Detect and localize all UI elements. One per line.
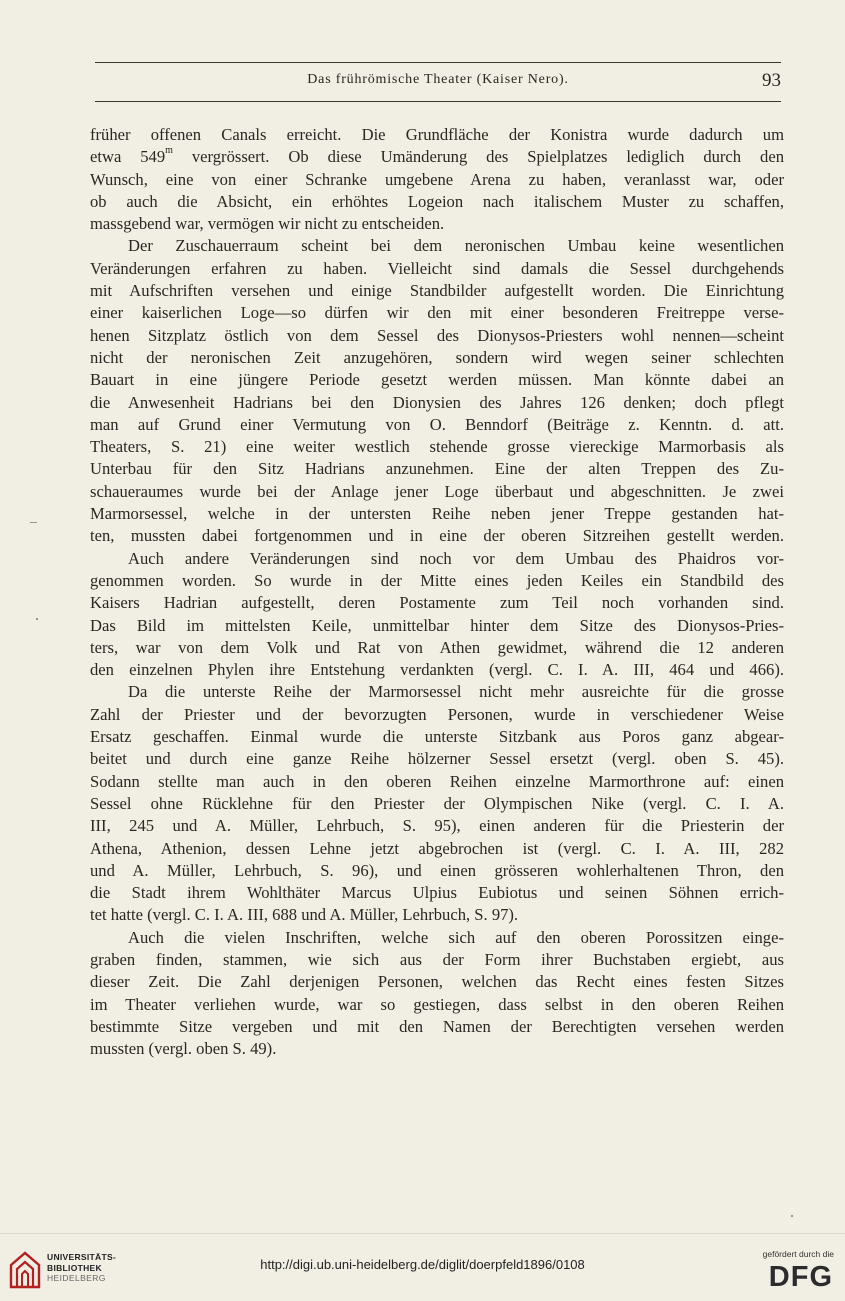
text-line: man auf Grund einer Vermutung von O. Benndorf (Beiträge z. Kenntn. d. att. — [90, 414, 784, 434]
text-line: Das Bild im mittelsten Keile, unmittelbar hinter dem Sitze des Dionysos-Pries- — [90, 615, 784, 635]
text-line: Kaisers Hadrian aufgestellt, deren Postamente zum Teil noch vorhanden sind. — [90, 593, 784, 613]
text-line: mit Aufschriften versehen und einige Standbilder aufgestellt worden. Die Einrichtung — [90, 281, 784, 301]
superscript: m — [165, 146, 173, 157]
page-number: 93 — [762, 70, 781, 91]
text-line: Athena, Athenion, dessen Lehne jetzt abgebrochen ist (vergl. C. I. A. III, 282 — [90, 838, 784, 858]
library-name: UNIVERSITÄTS- BIBLIOTHEK HEIDELBERG — [47, 1252, 117, 1283]
footer-divider — [0, 1233, 845, 1234]
text-line: mussten (vergl. oben S. 49). — [90, 1039, 277, 1059]
text-line: nicht der neronischen Zeit anzugehören, sondern wird wegen seiner schlechten — [90, 347, 784, 367]
text-line: im Theater verliehen wurde, war so gestiegen, dass selbst in den oberen Reihen — [90, 994, 784, 1014]
text-line: Marmorsessel, welche in der untersten Reihe neben jener Treppe gestanden hat- — [90, 504, 784, 524]
text-line: Ersatz geschaffen. Einmal wurde die unterste Sitzbank aus Poros ganz abgear- — [90, 727, 784, 747]
text-line: etwa 549$^m$ vergrössert. Ob diese Umänderung des Spielplatzes lediglich durch den — [90, 146, 784, 167]
text-line: Der Zuschauerraum scheint bei dem neronischen Umbau keine wesentlichen — [128, 236, 784, 256]
text-line: Unterbau für den Sitz Hadrians anzunehmen. Eine der alten Treppen des Zu- — [90, 459, 784, 479]
text-line: beitet und durch eine ganze Reihe hölzerner Sessel ersetzt (vergl. oben S. 45). — [90, 749, 784, 769]
dfg-logo: DFG — [768, 1261, 833, 1293]
text-line: Da die unterste Reihe der Marmorsessel nicht mehr ausreichte für die grosse — [128, 682, 784, 702]
text-line: dieser Zeit. Die Zahl derjenigen Personen, welchen das Recht eines festen Sitzes — [90, 972, 784, 992]
text-line: und A. Müller, Lehrbuch, S. 96), und einen grösseren wohlerhaltenen Thron, den — [90, 860, 784, 880]
text-line: den einzelnen Phylen ihre Entstehung verdankten (vergl. C. I. A. III, 464 und 466). — [90, 660, 784, 680]
text-line: einer kaiserlichen Loge—so dürfen wir den mit einer besonderen Freitreppe verse- — [90, 303, 784, 323]
text-line: tet hatte (vergl. C. I. A. III, 688 und A. Müller, Lehrbuch, S. 97). — [90, 905, 519, 925]
header-rule-bottom — [95, 101, 781, 102]
text-line: III, 245 und A. Müller, Lehrbuch, S. 95), einen anderen für die Priesterin der — [90, 816, 784, 836]
scan-speck — [791, 1215, 793, 1217]
header-rule-top — [95, 62, 781, 63]
text-line: henen Sitzplatz östlich von dem Sessel des Dionysos-Priesters wohl nennen—scheint — [90, 325, 784, 345]
text-line: Zahl der Priester und der bevorzugten Personen, wurde in verschiedener Weise — [90, 704, 784, 724]
permalink-url[interactable]: http://digi.ub.uni-heidelberg.de/diglit/doerpfeld1896/0108 — [260, 1257, 585, 1272]
text-line: Auch andere Veränderungen sind noch vor dem Umbau des Phaidros vor- — [128, 548, 784, 568]
text-line: Wunsch, eine von einer Schranke umgebene Arena zu haben, veranlasst war, oder — [90, 169, 784, 189]
scan-speck — [30, 522, 37, 523]
body-text — [90, 124, 784, 1060]
text-line: schaueraumes wurde bei der Anlage jener Loge überbaut und abgeschnitten. Je zwei — [90, 481, 784, 501]
scan-speck — [36, 618, 38, 620]
text-line: Sessel ohne Rücklehne für den Priester der Olympischen Nike (vergl. C. I. A. — [90, 793, 784, 813]
text-line: genommen worden. So wurde in der Mitte eines jeden Keiles ein Standbild des — [90, 570, 784, 590]
text-line: ob auch die Absicht, ein erhöhtes Logeion nach italischem Muster zu schaffen, — [90, 191, 784, 211]
text-line: ters, war von dem Volk und Rat von Athen gewidmet, während die 12 anderen — [90, 637, 784, 657]
text-line: Theaters, S. 21) eine weiter westlich stehende grosse viereckige Marmorbasis als — [90, 437, 784, 457]
text-line: früher offenen Canals erreicht. Die Grundfläche der Konistra wurde dadurch um — [90, 125, 784, 144]
funding-note: gefördert durch die — [762, 1249, 834, 1259]
text-line: bestimmte Sitze vergeben und mit den Namen der Berechtigten versehen werden — [90, 1016, 784, 1036]
running-title: Das frührömische Theater (Kaiser Nero). — [307, 72, 569, 87]
text-line: Auch die vielen Inschriften, welche sich auf den oberen Porossitzen einge- — [128, 927, 784, 947]
text-line: graben finden, stammen, wie sich aus der Form ihrer Buchstaben ergiebt, aus — [90, 949, 784, 969]
text-line: Sodann stellte man auch in den oberen Reihen einzelne Marmorthrone auf: einen — [90, 771, 784, 791]
text-line: ten, mussten dabei fortgenommen und in eine der oberen Sitzreihen gestellt werden. — [90, 526, 784, 546]
text-line: die Stadt ihrem Wohlthäter Marcus Ulpius Eubiotus und seinen Söhnen errich- — [90, 883, 784, 903]
text-line: massgebend war, vermögen wir nicht zu entscheiden. — [90, 214, 445, 234]
text-line: Bauart in eine jüngere Periode gesetzt werden müssen. Man könnte dabei an — [90, 370, 784, 390]
text-line: die Anwesenheit Hadrians bei den Dionysien des Jahres 126 denken; doch pflegt — [90, 392, 784, 412]
text-line: Veränderungen erfahren zu haben. Vielleicht sind damals die Sessel durchgehends — [90, 258, 784, 278]
